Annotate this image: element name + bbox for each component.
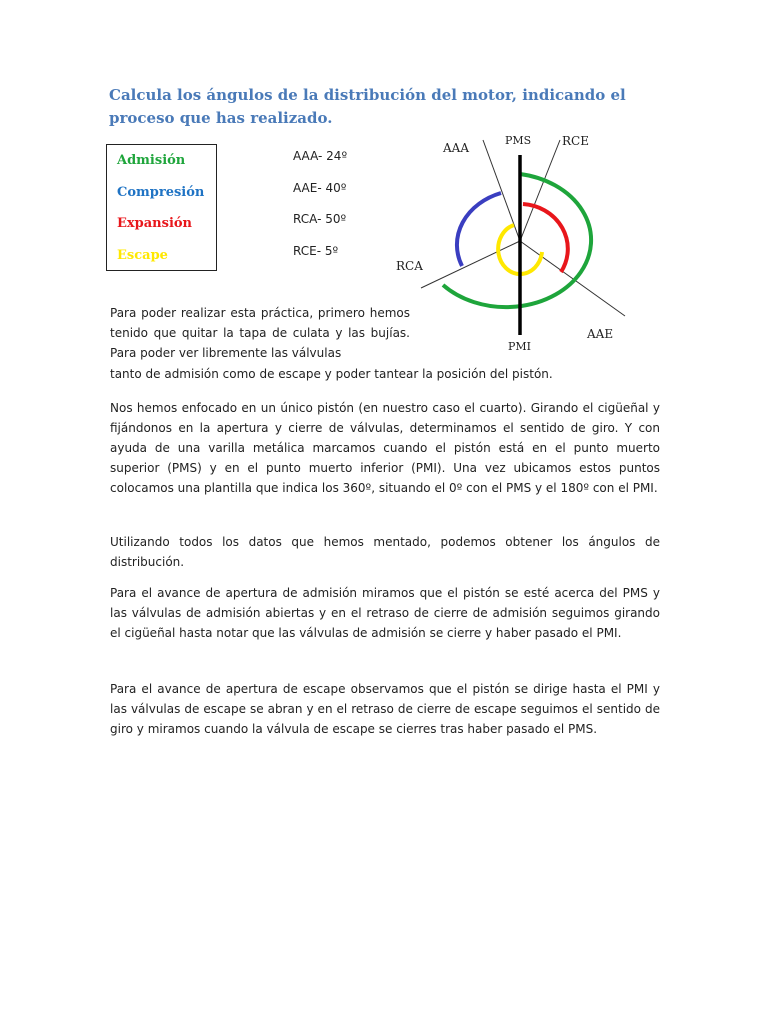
label-pmi: PMI [508,340,532,353]
label-pms: PMS [505,134,532,147]
paragraph-5: Para el avance de apertura de escape observamos que el pistón se dirige hasta el PMI y las válvulas de escape se abran y en el retraso de cierre de escape seguimos el sentido de giro y miramos cuando la válvula de escape se cierres tras haber pasado el PMS. [110,682,660,736]
angle-rca: RCA- 50º [293,212,347,226]
aaa-line [483,140,520,241]
rce-line [520,140,560,241]
legend-escape: Escape [117,248,168,263]
label-aae: AAE [587,327,614,341]
paragraph-1: Para poder realizar esta práctica, primero hemos tenido que quitar la tapa de culata y las bujías. Para poder ver libremente las válvulas [110,306,410,360]
paragraph-2: Nos hemos enfocado en un único pistón (en nuestro caso el cuarto). Girando el cigüeñal y fijándonos en la apertura y cierre de válvulas, determinamos el sentido de giro. Y con ayuda de una varilla metálica marcamos cuando el pistón está en el punto muerto superior (PMS) y en el punto muerto inferior (PMI). Una vez ubicamos estos puntos colocamos una plantilla que indica los 360º, situando el 0º con el PMS y el 180º con el PMI. [110,401,660,495]
angle-aaa: AAA- 24º [293,149,348,163]
label-aaa: AAA [443,141,469,155]
angle-values [293,141,347,267]
paragraph-4: Para el avance de apertura de admisión miramos que el pistón se esté acerca del PMS y las válvulas de admisión abiertas y en el retraso de cierre de admisión seguimos girando el cigüeñal hasta notar que las válvulas de admisión se cierre y haber pasado el PMI. [110,586,660,640]
legend-admision: Admisión [117,153,186,168]
compresion-arc [457,193,501,266]
color-legend [106,144,217,271]
paragraph-1-cont: tanto de admisión como de escape y poder tantear la posición del pistón. [110,367,553,381]
label-rca: RCA [396,259,423,273]
angle-aae: AAE- 40º [293,180,347,195]
page-title: Calcula los ángulos de la distribución del motor, indicando el proceso que has realizado. [109,86,626,127]
angle-rce: RCE- 5º [293,243,339,258]
legend-compresion: Compresión [117,185,205,200]
legend-expansion: Expansión [117,216,193,231]
label-rce: RCE [562,134,589,148]
distribution-diagram [395,128,645,363]
expansion-arc [523,204,568,272]
paragraph-3: Utilizando todos los datos que hemos mentado, podemos obtener los ángulos de distribución. [110,535,660,569]
